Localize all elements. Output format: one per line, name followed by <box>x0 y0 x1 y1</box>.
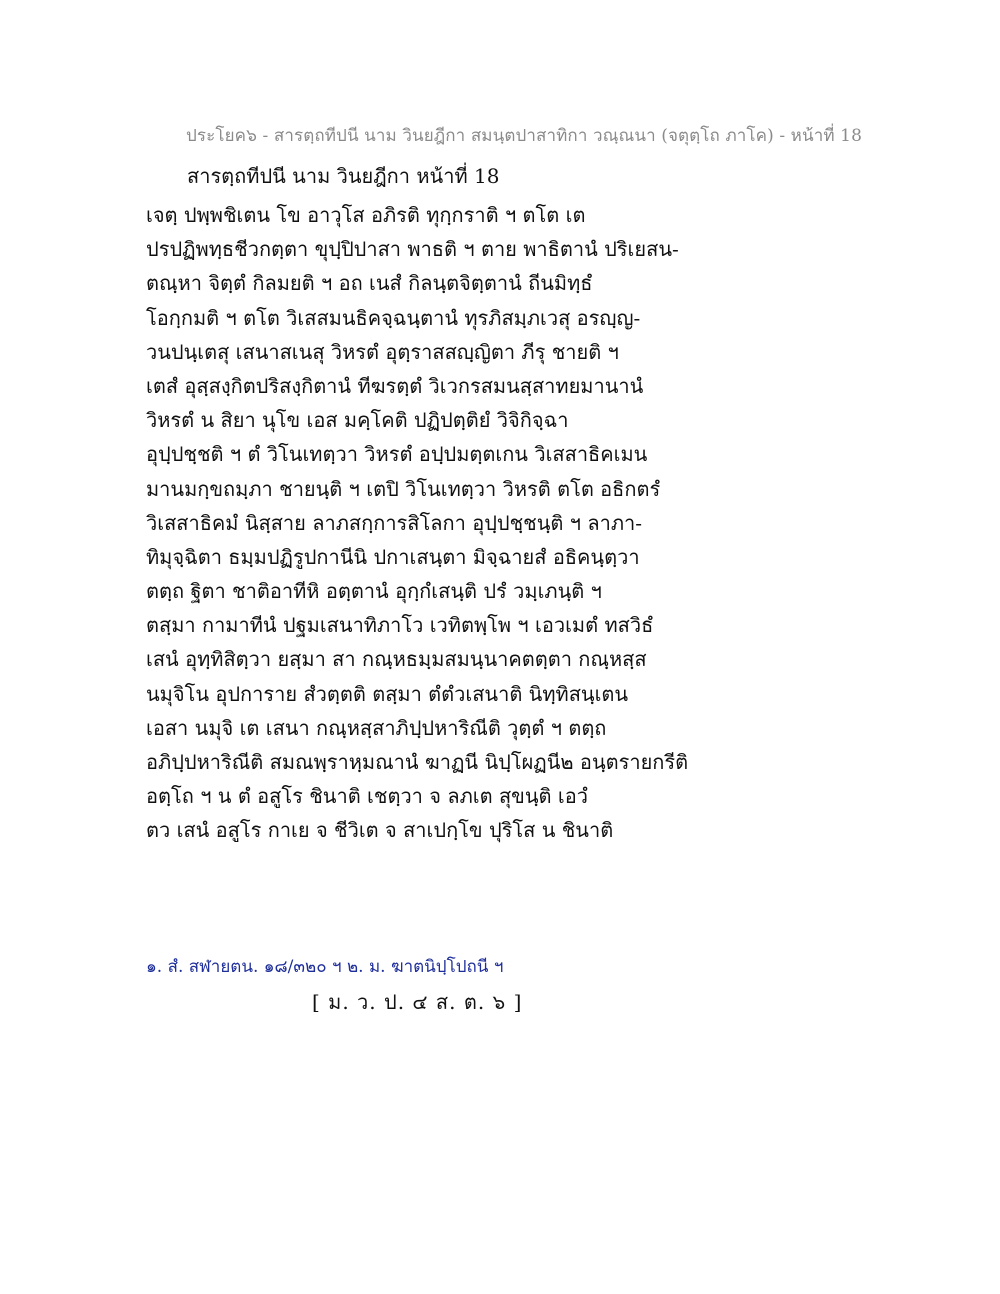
body-line-5: วนปนฺเตสุ เสนาสเนสุ วิหรตํ อุตฺราสสญฺญิตา ภีรุ ชายติ ฯ <box>146 339 619 364</box>
body-line-16: เอสา นมุจิ เต เสนา กณฺหสฺสาภิปฺปหาริณีติ วุตฺตํ ฯ ตตฺถ <box>146 715 607 740</box>
body-line-1: เจตฺ ปพฺพชิเตน โข อาวุโส อภิรติ ทุกฺกราติ ฯ ตโต เต <box>146 203 586 227</box>
body-line-2: ปรปฏิพทฺธชีวกตฺตา ขุปฺปิปาสา พาธติ ฯ ตาย พาธิตานํ ปริเยสน- <box>146 237 679 262</box>
body-line-12: ตตฺถ ฐิตา ชาติอาทีหิ อตฺตานํ อุกฺกํเสนฺติ ปรํ วมฺเภนฺติ ฯ <box>146 579 602 604</box>
body-line-14: เสนํ อุทฺทิสิตฺวา ยสฺมา สา กณฺหธมฺมสมนฺนาคตตฺตา กณฺหสฺส <box>146 647 647 672</box>
body-line-11: ทิมุจฺฉิตา ธมฺมปฏิรูปกานีนิ ปกาเสนฺตา มิจฺฉายสํ อธิคนฺตฺวา <box>146 544 640 569</box>
body-line-10: วิเสสาธิคมํ นิสฺสาย ลาภสกฺการสิโลกา อุปฺปชฺชนฺติ ฯ ลาภา- <box>146 510 643 535</box>
body-line-8: อุปฺปชฺชติ ฯ ตํ วิโนเทตฺวา วิหรตํ อปฺปมตฺตเกน วิเสสาธิคเมน <box>146 442 648 467</box>
body-line-18: อตฺโถ ฯ น ตํ อสูโร ชินาติ เชตฺวา จ ลภเต สุขนฺติ เอวํ <box>146 784 588 809</box>
body-line-6: เตสํ อุสฺสงฺกิตปริสงฺกิตานํ ทีฆรตฺตํ วิเวกรสมนสฺสาทยมานานํ <box>146 373 644 398</box>
page-sub-title: สารตฺถทีปนี นาม วินยฎีกา หน้าที่ 18 <box>187 164 500 188</box>
body-line-3: ตณฺหา จิตฺตํ กิลมยติ ฯ อถ เนสํ กิลนฺตจิตฺตานํ ถีนมิทฺธํ <box>146 271 593 296</box>
body-line-19: ตว เสนํ อสูโร กาเย จ ชีวิเต จ สาเปกฺโข ปุริโส น ชินาติ <box>146 818 614 843</box>
body-line-4: โอกฺกมติ ฯ ตโต วิเสสมนธิคจฺฉนฺตานํ ทุรภิสมฺภเวสุ อรญฺญ- <box>146 305 641 330</box>
body-line-9: มานมกฺขถมฺภา ชายนฺติ ฯ เตปิ วิโนเทตฺวา วิหรติ ตโต อธิกตรํ <box>146 476 661 501</box>
page-reference: [ ม. ว. ป. ๔ ส. ต. ๖ ] <box>312 990 523 1014</box>
body-line-15: นมุจิโน อุปการาย สํวตฺตติ ตสฺมา ตํตํวเสนาติ นิทฺทิสนฺเตน <box>146 681 629 706</box>
body-line-17: อภิปฺปหาริณีติ สมณพฺราหฺมณานํ ฆาฏนี นิปฺโผฏนี๒ อนฺตรายกรีติ <box>146 750 689 774</box>
body-line-7: วิหรตํ น สิยา นุโข เอส มคฺโคติ ปฏิปตฺติยํ วิจิกิจฺฉา <box>146 408 569 433</box>
footnotes: ๑. สํ. สฬายตน. ๑๘/๓๒๐ ฯ ๒. ม. ฆาตนิปฺโปถนี ฯ <box>146 957 504 977</box>
running-header: ประโยค๖ - สารตฺถทีปนี นาม วินยฎีกา สมนฺตปาสาทิกา วณฺณนา (จตุตฺโถ ภาโค) - หน้าที่ 18 <box>186 126 862 146</box>
body-line-13: ตสฺมา กามาทีนํ ปฐมเสนาทิภาโว เวทิตพฺโพ ฯ เอวเมตํ ทสวิธํ <box>146 613 654 638</box>
body-text <box>146 198 866 848</box>
